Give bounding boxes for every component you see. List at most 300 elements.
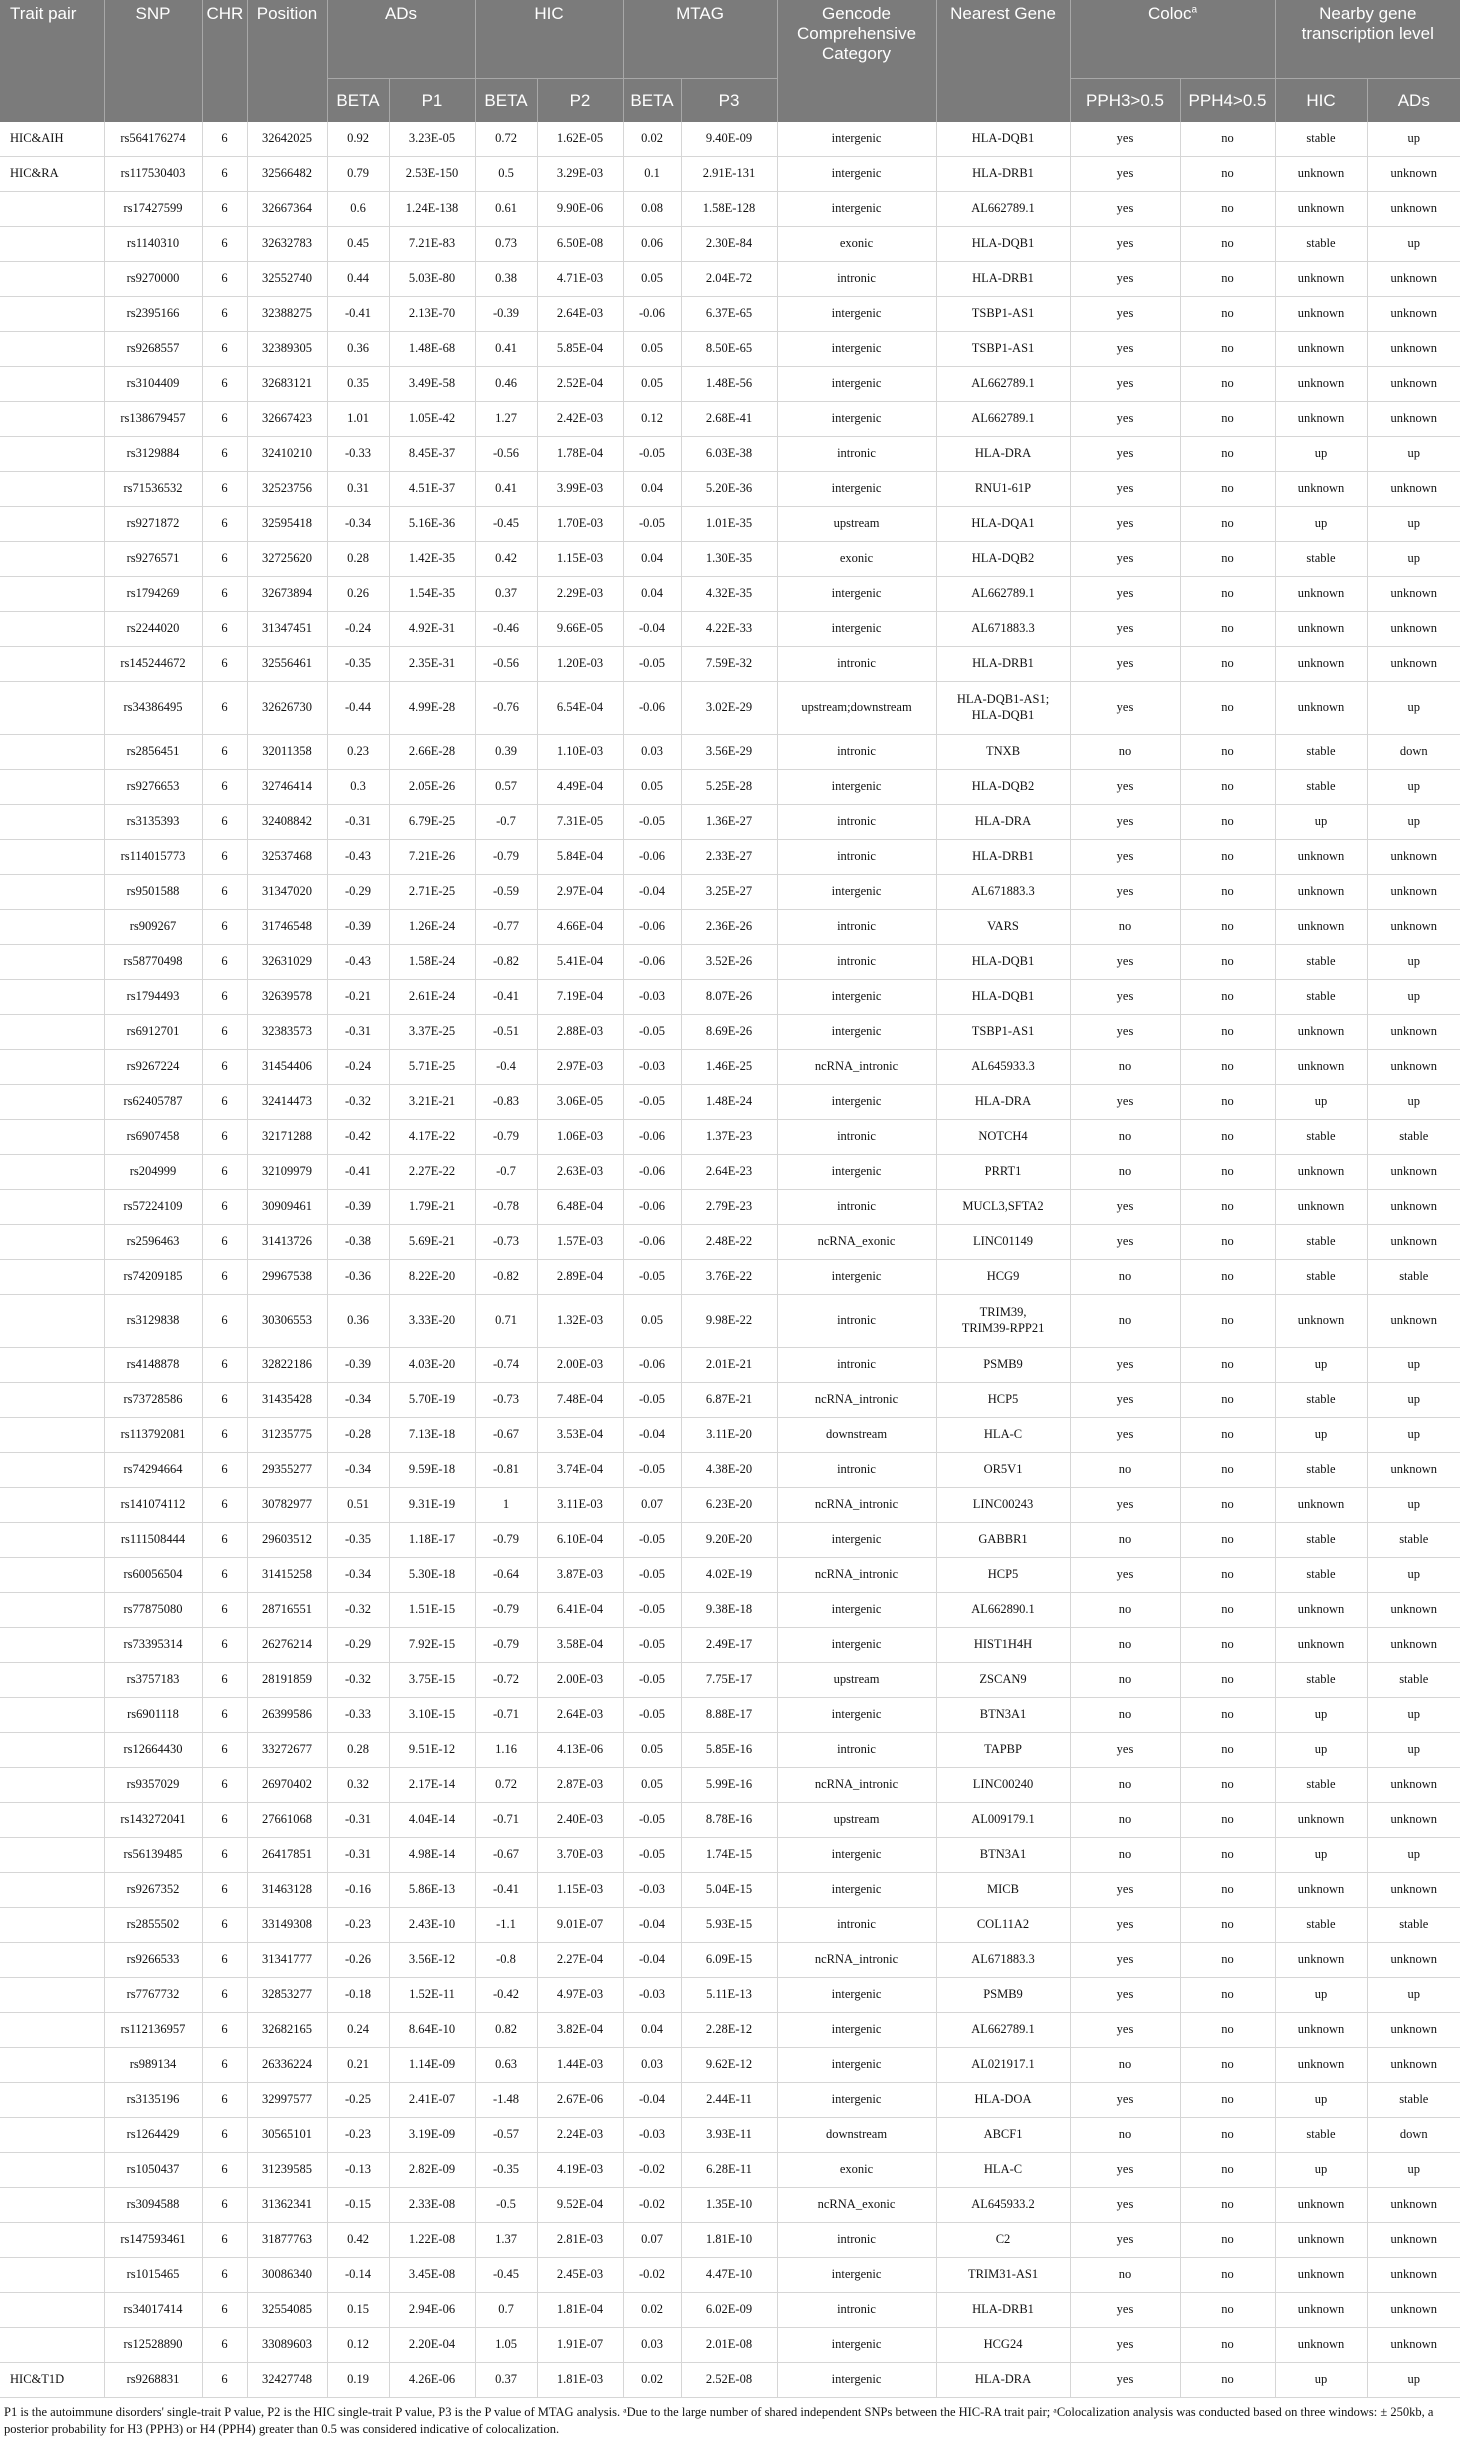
cell-p2: 2.97E-04 [537, 875, 623, 910]
cell-trait-pair [0, 805, 104, 840]
cell-hic-beta: -0.71 [475, 1698, 537, 1733]
cell-pph3: yes [1070, 1348, 1180, 1383]
cell-p1: 3.19E-09 [389, 2118, 475, 2153]
cell-nearest-gene: AL009179.1 [936, 1803, 1070, 1838]
cell-pph4: no [1180, 1768, 1275, 1803]
cell-nearest-gene: HLA-DRA [936, 2363, 1070, 2398]
cell-p3: 8.78E-16 [681, 1803, 777, 1838]
cell-gencode-category: intronic [777, 1348, 936, 1383]
cell-nearest-gene: AL671883.3 [936, 1943, 1070, 1978]
cell-mtag-beta: -0.03 [623, 2118, 681, 2153]
cell-gencode-category: intronic [777, 1120, 936, 1155]
cell-chr: 6 [202, 1908, 247, 1943]
cell-hic-beta: -0.64 [475, 1558, 537, 1593]
cell-nearest-gene: ZSCAN9 [936, 1663, 1070, 1698]
cell-pph4: no [1180, 1523, 1275, 1558]
cell-chr: 6 [202, 2118, 247, 2153]
cell-p3: 2.01E-08 [681, 2328, 777, 2363]
cell-chr: 6 [202, 472, 247, 507]
cell-trait-pair [0, 2223, 104, 2258]
cell-ads-beta: -0.32 [327, 1663, 389, 1698]
cell-snp: rs909267 [104, 910, 202, 945]
cell-ads-beta: -0.31 [327, 1015, 389, 1050]
cell-gencode-category: ncRNA_exonic [777, 1225, 936, 1260]
cell-position: 26970402 [247, 1768, 327, 1803]
cell-p1: 4.17E-22 [389, 1120, 475, 1155]
cell-mtag-beta: 0.05 [623, 262, 681, 297]
cell-trait-pair [0, 875, 104, 910]
cell-pph3: yes [1070, 2293, 1180, 2328]
cell-nearest-gene: AL662789.1 [936, 402, 1070, 437]
cell-trait-pair [0, 735, 104, 770]
cell-nearest-gene: LINC00243 [936, 1488, 1070, 1523]
cell-snp: rs204999 [104, 1155, 202, 1190]
cell-chr: 6 [202, 1260, 247, 1295]
cell-p2: 2.97E-03 [537, 1050, 623, 1085]
cell-snp: rs73728586 [104, 1383, 202, 1418]
cell-pph3: yes [1070, 437, 1180, 472]
cell-p2: 3.87E-03 [537, 1558, 623, 1593]
cell-trait-pair [0, 1050, 104, 1085]
cell-ads-beta: 0.36 [327, 1295, 389, 1348]
cell-pph3: yes [1070, 507, 1180, 542]
cell-ads-beta: -0.14 [327, 2258, 389, 2293]
cell-position: 32853277 [247, 1978, 327, 2013]
cell-nearby-hic: up [1275, 2083, 1367, 2118]
cell-nearby-hic: unknown [1275, 612, 1367, 647]
cell-mtag-beta: -0.05 [623, 1663, 681, 1698]
cell-pph3: yes [1070, 332, 1180, 367]
cell-hic-beta: 0.41 [475, 332, 537, 367]
cell-position: 32383573 [247, 1015, 327, 1050]
cell-nearby-ads: unknown [1367, 1768, 1460, 1803]
cell-p3: 1.35E-10 [681, 2188, 777, 2223]
cell-nearby-ads: up [1367, 2153, 1460, 2188]
cell-p1: 2.82E-09 [389, 2153, 475, 2188]
cell-gencode-category: intronic [777, 2293, 936, 2328]
cell-chr: 6 [202, 1768, 247, 1803]
cell-position: 32673894 [247, 577, 327, 612]
table-row [0, 1050, 1460, 1085]
cell-trait-pair [0, 192, 104, 227]
cell-nearby-ads: unknown [1367, 840, 1460, 875]
cell-nearest-gene: VARS [936, 910, 1070, 945]
cell-nearby-hic: up [1275, 2363, 1367, 2398]
cell-ads-beta: -0.43 [327, 840, 389, 875]
cell-p1: 8.64E-10 [389, 2013, 475, 2048]
cell-nearby-ads: unknown [1367, 910, 1460, 945]
cell-pph4: no [1180, 262, 1275, 297]
cell-gencode-category: upstream [777, 507, 936, 542]
cell-nearby-hic: stable [1275, 1663, 1367, 1698]
cell-p1: 2.17E-14 [389, 1768, 475, 1803]
cell-snp: rs6912701 [104, 1015, 202, 1050]
cell-chr: 6 [202, 1488, 247, 1523]
cell-chr: 6 [202, 2188, 247, 2223]
cell-p1: 7.13E-18 [389, 1418, 475, 1453]
cell-p3: 1.37E-23 [681, 1120, 777, 1155]
cell-mtag-beta: -0.05 [623, 1593, 681, 1628]
cell-gencode-category: upstream [777, 1663, 936, 1698]
cell-ads-beta: -0.44 [327, 682, 389, 735]
cell-mtag-beta: 0.03 [623, 735, 681, 770]
cell-ads-beta: 0.23 [327, 735, 389, 770]
cell-nearby-hic: unknown [1275, 1803, 1367, 1838]
cell-chr: 6 [202, 1155, 247, 1190]
cell-p3: 4.38E-20 [681, 1453, 777, 1488]
cell-p3: 2.28E-12 [681, 2013, 777, 2048]
table-row [0, 1453, 1460, 1488]
cell-gencode-category: ncRNA_intronic [777, 1383, 936, 1418]
header-position: Position [247, 0, 327, 122]
cell-hic-beta: -0.83 [475, 1085, 537, 1120]
cell-position: 32642025 [247, 122, 327, 157]
cell-position: 32427748 [247, 2363, 327, 2398]
cell-chr: 6 [202, 980, 247, 1015]
cell-position: 28191859 [247, 1663, 327, 1698]
cell-chr: 6 [202, 1628, 247, 1663]
cell-nearby-hic: up [1275, 1085, 1367, 1120]
cell-mtag-beta: -0.04 [623, 1418, 681, 1453]
cell-nearest-gene: C2 [936, 2223, 1070, 2258]
cell-pph4: no [1180, 612, 1275, 647]
cell-p2: 1.15E-03 [537, 1873, 623, 1908]
cell-p1: 4.99E-28 [389, 682, 475, 735]
cell-mtag-beta: -0.05 [623, 437, 681, 472]
cell-nearest-gene: AL662789.1 [936, 2013, 1070, 2048]
cell-mtag-beta: -0.05 [623, 1085, 681, 1120]
cell-nearest-gene: TSBP1-AS1 [936, 332, 1070, 367]
cell-p3: 4.22E-33 [681, 612, 777, 647]
table-row [0, 2293, 1460, 2328]
cell-mtag-beta: 0.04 [623, 577, 681, 612]
cell-nearby-ads: unknown [1367, 1015, 1460, 1050]
cell-nearby-ads: unknown [1367, 1050, 1460, 1085]
cell-position: 32822186 [247, 1348, 327, 1383]
cell-snp: rs9267352 [104, 1873, 202, 1908]
cell-p3: 6.37E-65 [681, 297, 777, 332]
cell-pph4: no [1180, 1085, 1275, 1120]
table-row [0, 2188, 1460, 2223]
cell-p2: 1.10E-03 [537, 735, 623, 770]
cell-pph3: no [1070, 1803, 1180, 1838]
cell-chr: 6 [202, 1348, 247, 1383]
cell-position: 32746414 [247, 770, 327, 805]
cell-nearby-ads: up [1367, 507, 1460, 542]
cell-p1: 4.92E-31 [389, 612, 475, 647]
cell-mtag-beta: -0.06 [623, 1155, 681, 1190]
cell-gencode-category: intergenic [777, 612, 936, 647]
cell-ads-beta: -0.21 [327, 980, 389, 1015]
cell-trait-pair [0, 1190, 104, 1225]
cell-snp: rs2395166 [104, 297, 202, 332]
cell-chr: 6 [202, 1838, 247, 1873]
cell-gencode-category: intronic [777, 1733, 936, 1768]
cell-nearby-ads: up [1367, 1733, 1460, 1768]
cell-mtag-beta: -0.06 [623, 945, 681, 980]
header-coloc-label: Coloc [1148, 4, 1192, 23]
cell-trait-pair [0, 770, 104, 805]
cell-nearby-hic: unknown [1275, 647, 1367, 682]
cell-pph4: no [1180, 2258, 1275, 2293]
cell-p3: 1.46E-25 [681, 1050, 777, 1085]
cell-gencode-category: intronic [777, 647, 936, 682]
cell-p1: 9.59E-18 [389, 1453, 475, 1488]
cell-hic-beta: 0.38 [475, 262, 537, 297]
cell-p2: 4.66E-04 [537, 910, 623, 945]
cell-pph3: yes [1070, 980, 1180, 1015]
cell-p1: 9.31E-19 [389, 1488, 475, 1523]
cell-pph3: yes [1070, 1225, 1180, 1260]
cell-position: 30909461 [247, 1190, 327, 1225]
cell-position: 31235775 [247, 1418, 327, 1453]
cell-hic-beta: -0.72 [475, 1663, 537, 1698]
cell-snp: rs564176274 [104, 122, 202, 157]
cell-p2: 3.58E-04 [537, 1628, 623, 1663]
cell-p2: 6.48E-04 [537, 1190, 623, 1225]
cell-snp: rs74209185 [104, 1260, 202, 1295]
cell-mtag-beta: 0.05 [623, 1768, 681, 1803]
cell-position: 33149308 [247, 1908, 327, 1943]
cell-gencode-category: exonic [777, 227, 936, 262]
cell-pph4: no [1180, 1908, 1275, 1943]
cell-pph4: no [1180, 297, 1275, 332]
cell-ads-beta: 0.19 [327, 2363, 389, 2398]
cell-nearby-hic: up [1275, 2153, 1367, 2188]
cell-snp: rs114015773 [104, 840, 202, 875]
cell-p2: 2.40E-03 [537, 1803, 623, 1838]
cell-p1: 1.42E-35 [389, 542, 475, 577]
cell-gencode-category: intergenic [777, 1155, 936, 1190]
cell-nearest-gene: HLA-DRA [936, 437, 1070, 472]
subheader-p1: P1 [389, 79, 475, 123]
table-body [0, 122, 1460, 2398]
cell-hic-beta: -0.7 [475, 1155, 537, 1190]
cell-mtag-beta: 0.04 [623, 2013, 681, 2048]
cell-pph4: no [1180, 1295, 1275, 1348]
cell-p1: 1.22E-08 [389, 2223, 475, 2258]
cell-pph3: yes [1070, 1383, 1180, 1418]
cell-p3: 2.52E-08 [681, 2363, 777, 2398]
cell-snp: rs2856451 [104, 735, 202, 770]
cell-nearest-gene: HLA-DQB2 [936, 770, 1070, 805]
cell-p1: 4.03E-20 [389, 1348, 475, 1383]
cell-mtag-beta: 0.12 [623, 402, 681, 437]
cell-pph3: yes [1070, 1873, 1180, 1908]
cell-p1: 2.43E-10 [389, 1908, 475, 1943]
cell-p1: 6.79E-25 [389, 805, 475, 840]
cell-nearby-ads: stable [1367, 2083, 1460, 2118]
cell-pph3: yes [1070, 805, 1180, 840]
cell-trait-pair [0, 1558, 104, 1593]
cell-nearest-gene: AL662789.1 [936, 192, 1070, 227]
cell-pph3: yes [1070, 1558, 1180, 1593]
cell-trait-pair [0, 2293, 104, 2328]
cell-position: 33272677 [247, 1733, 327, 1768]
cell-gencode-category: intergenic [777, 577, 936, 612]
cell-nearby-hic: stable [1275, 1908, 1367, 1943]
cell-gencode-category: ncRNA_intronic [777, 1558, 936, 1593]
cell-nearby-ads: unknown [1367, 157, 1460, 192]
cell-position: 30782977 [247, 1488, 327, 1523]
cell-gencode-category: upstream;downstream [777, 682, 936, 735]
cell-hic-beta: 0.82 [475, 2013, 537, 2048]
cell-nearby-hic: up [1275, 507, 1367, 542]
cell-position: 31746548 [247, 910, 327, 945]
cell-mtag-beta: -0.05 [623, 1523, 681, 1558]
cell-p2: 2.89E-04 [537, 1260, 623, 1295]
table-row [0, 1190, 1460, 1225]
cell-snp: rs141074112 [104, 1488, 202, 1523]
cell-trait-pair [0, 367, 104, 402]
cell-p3: 2.49E-17 [681, 1628, 777, 1663]
cell-snp: rs9276653 [104, 770, 202, 805]
cell-nearby-hic: unknown [1275, 402, 1367, 437]
cell-nearby-ads: unknown [1367, 1155, 1460, 1190]
cell-mtag-beta: -0.02 [623, 2153, 681, 2188]
cell-snp: rs9270000 [104, 262, 202, 297]
cell-nearby-hic: stable [1275, 2118, 1367, 2153]
subheader-p2: P2 [537, 79, 623, 123]
cell-position: 26336224 [247, 2048, 327, 2083]
cell-position: 32171288 [247, 1120, 327, 1155]
cell-gencode-category: intergenic [777, 157, 936, 192]
cell-nearby-hic: unknown [1275, 2223, 1367, 2258]
cell-nearest-gene: ABCF1 [936, 2118, 1070, 2153]
cell-pph3: yes [1070, 157, 1180, 192]
cell-mtag-beta: 0.04 [623, 472, 681, 507]
cell-pph3: yes [1070, 682, 1180, 735]
cell-nearby-hic: unknown [1275, 1190, 1367, 1225]
cell-position: 32682165 [247, 2013, 327, 2048]
cell-nearby-ads: up [1367, 1383, 1460, 1418]
cell-p1: 4.98E-14 [389, 1838, 475, 1873]
table-row [0, 1155, 1460, 1190]
cell-mtag-beta: -0.03 [623, 1873, 681, 1908]
cell-chr: 6 [202, 875, 247, 910]
cell-hic-beta: -0.42 [475, 1978, 537, 2013]
table-row [0, 682, 1460, 735]
cell-chr: 6 [202, 507, 247, 542]
cell-pph4: no [1180, 1838, 1275, 1873]
cell-hic-beta: -0.39 [475, 297, 537, 332]
cell-nearby-ads: up [1367, 2363, 1460, 2398]
cell-p3: 1.48E-24 [681, 1085, 777, 1120]
table-row [0, 647, 1460, 682]
subheader-mtag-beta: BETA [623, 79, 681, 123]
cell-chr: 6 [202, 437, 247, 472]
cell-mtag-beta: -0.04 [623, 1943, 681, 1978]
cell-nearest-gene: HCG9 [936, 1260, 1070, 1295]
cell-pph3: yes [1070, 367, 1180, 402]
cell-nearby-hic: unknown [1275, 1873, 1367, 1908]
cell-mtag-beta: -0.06 [623, 1225, 681, 1260]
cell-hic-beta: 1.05 [475, 2328, 537, 2363]
cell-snp: rs34017414 [104, 2293, 202, 2328]
cell-nearby-hic: unknown [1275, 192, 1367, 227]
cell-position: 30086340 [247, 2258, 327, 2293]
cell-snp: rs9267224 [104, 1050, 202, 1085]
cell-position: 29355277 [247, 1453, 327, 1488]
cell-nearby-hic: stable [1275, 735, 1367, 770]
cell-nearby-ads: up [1367, 542, 1460, 577]
cell-position: 31347451 [247, 612, 327, 647]
cell-nearby-ads: unknown [1367, 2223, 1460, 2258]
cell-trait-pair [0, 1978, 104, 2013]
cell-pph3: yes [1070, 945, 1180, 980]
cell-nearby-hic: unknown [1275, 1628, 1367, 1663]
cell-nearest-gene: AL662789.1 [936, 577, 1070, 612]
cell-trait-pair [0, 910, 104, 945]
cell-hic-beta: -0.5 [475, 2188, 537, 2223]
cell-p2: 2.87E-03 [537, 1768, 623, 1803]
cell-pph4: no [1180, 910, 1275, 945]
cell-hic-beta: -0.77 [475, 910, 537, 945]
cell-pph4: no [1180, 157, 1275, 192]
cell-gencode-category: ncRNA_exonic [777, 2188, 936, 2223]
cell-pph3: yes [1070, 472, 1180, 507]
cell-p1: 1.51E-15 [389, 1593, 475, 1628]
cell-pph4: no [1180, 1120, 1275, 1155]
cell-pph3: yes [1070, 262, 1180, 297]
cell-nearby-hic: unknown [1275, 2048, 1367, 2083]
cell-ads-beta: -0.32 [327, 1593, 389, 1628]
cell-mtag-beta: -0.05 [623, 1838, 681, 1873]
cell-p2: 2.45E-03 [537, 2258, 623, 2293]
cell-nearest-gene: HLA-DQB1 [936, 227, 1070, 262]
cell-p1: 2.27E-22 [389, 1155, 475, 1190]
table-row [0, 1593, 1460, 1628]
cell-snp: rs1794269 [104, 577, 202, 612]
cell-position: 32556461 [247, 647, 327, 682]
cell-p2: 2.24E-03 [537, 2118, 623, 2153]
cell-chr: 6 [202, 297, 247, 332]
cell-p3: 5.85E-16 [681, 1733, 777, 1768]
cell-position: 31413726 [247, 1225, 327, 1260]
cell-ads-beta: -0.41 [327, 1155, 389, 1190]
cell-p2: 3.53E-04 [537, 1418, 623, 1453]
cell-gencode-category: downstream [777, 2118, 936, 2153]
cell-snp: rs62405787 [104, 1085, 202, 1120]
cell-position: 31362341 [247, 2188, 327, 2223]
cell-pph4: no [1180, 1593, 1275, 1628]
cell-p1: 5.70E-19 [389, 1383, 475, 1418]
cell-p3: 9.98E-22 [681, 1295, 777, 1348]
cell-nearest-gene: AL645933.3 [936, 1050, 1070, 1085]
cell-hic-beta: -0.7 [475, 805, 537, 840]
cell-nearest-gene: TRIM39, TRIM39-RPP21 [936, 1295, 1070, 1348]
cell-trait-pair [0, 332, 104, 367]
cell-position: 32537468 [247, 840, 327, 875]
cell-nearby-hic: up [1275, 1348, 1367, 1383]
cell-pph3: yes [1070, 122, 1180, 157]
cell-ads-beta: -0.36 [327, 1260, 389, 1295]
cell-gencode-category: intergenic [777, 1873, 936, 1908]
cell-nearby-ads: unknown [1367, 2013, 1460, 2048]
table-row [0, 1873, 1460, 1908]
cell-nearby-ads: unknown [1367, 2258, 1460, 2293]
cell-mtag-beta: 0.03 [623, 2328, 681, 2363]
cell-snp: rs3104409 [104, 367, 202, 402]
cell-gencode-category: intergenic [777, 1978, 936, 2013]
cell-nearest-gene: HLA-DRB1 [936, 157, 1070, 192]
cell-position: 30306553 [247, 1295, 327, 1348]
cell-pph3: yes [1070, 2328, 1180, 2363]
cell-p2: 3.99E-03 [537, 472, 623, 507]
cell-p3: 3.93E-11 [681, 2118, 777, 2153]
cell-pph4: no [1180, 1050, 1275, 1085]
cell-pph4: no [1180, 647, 1275, 682]
